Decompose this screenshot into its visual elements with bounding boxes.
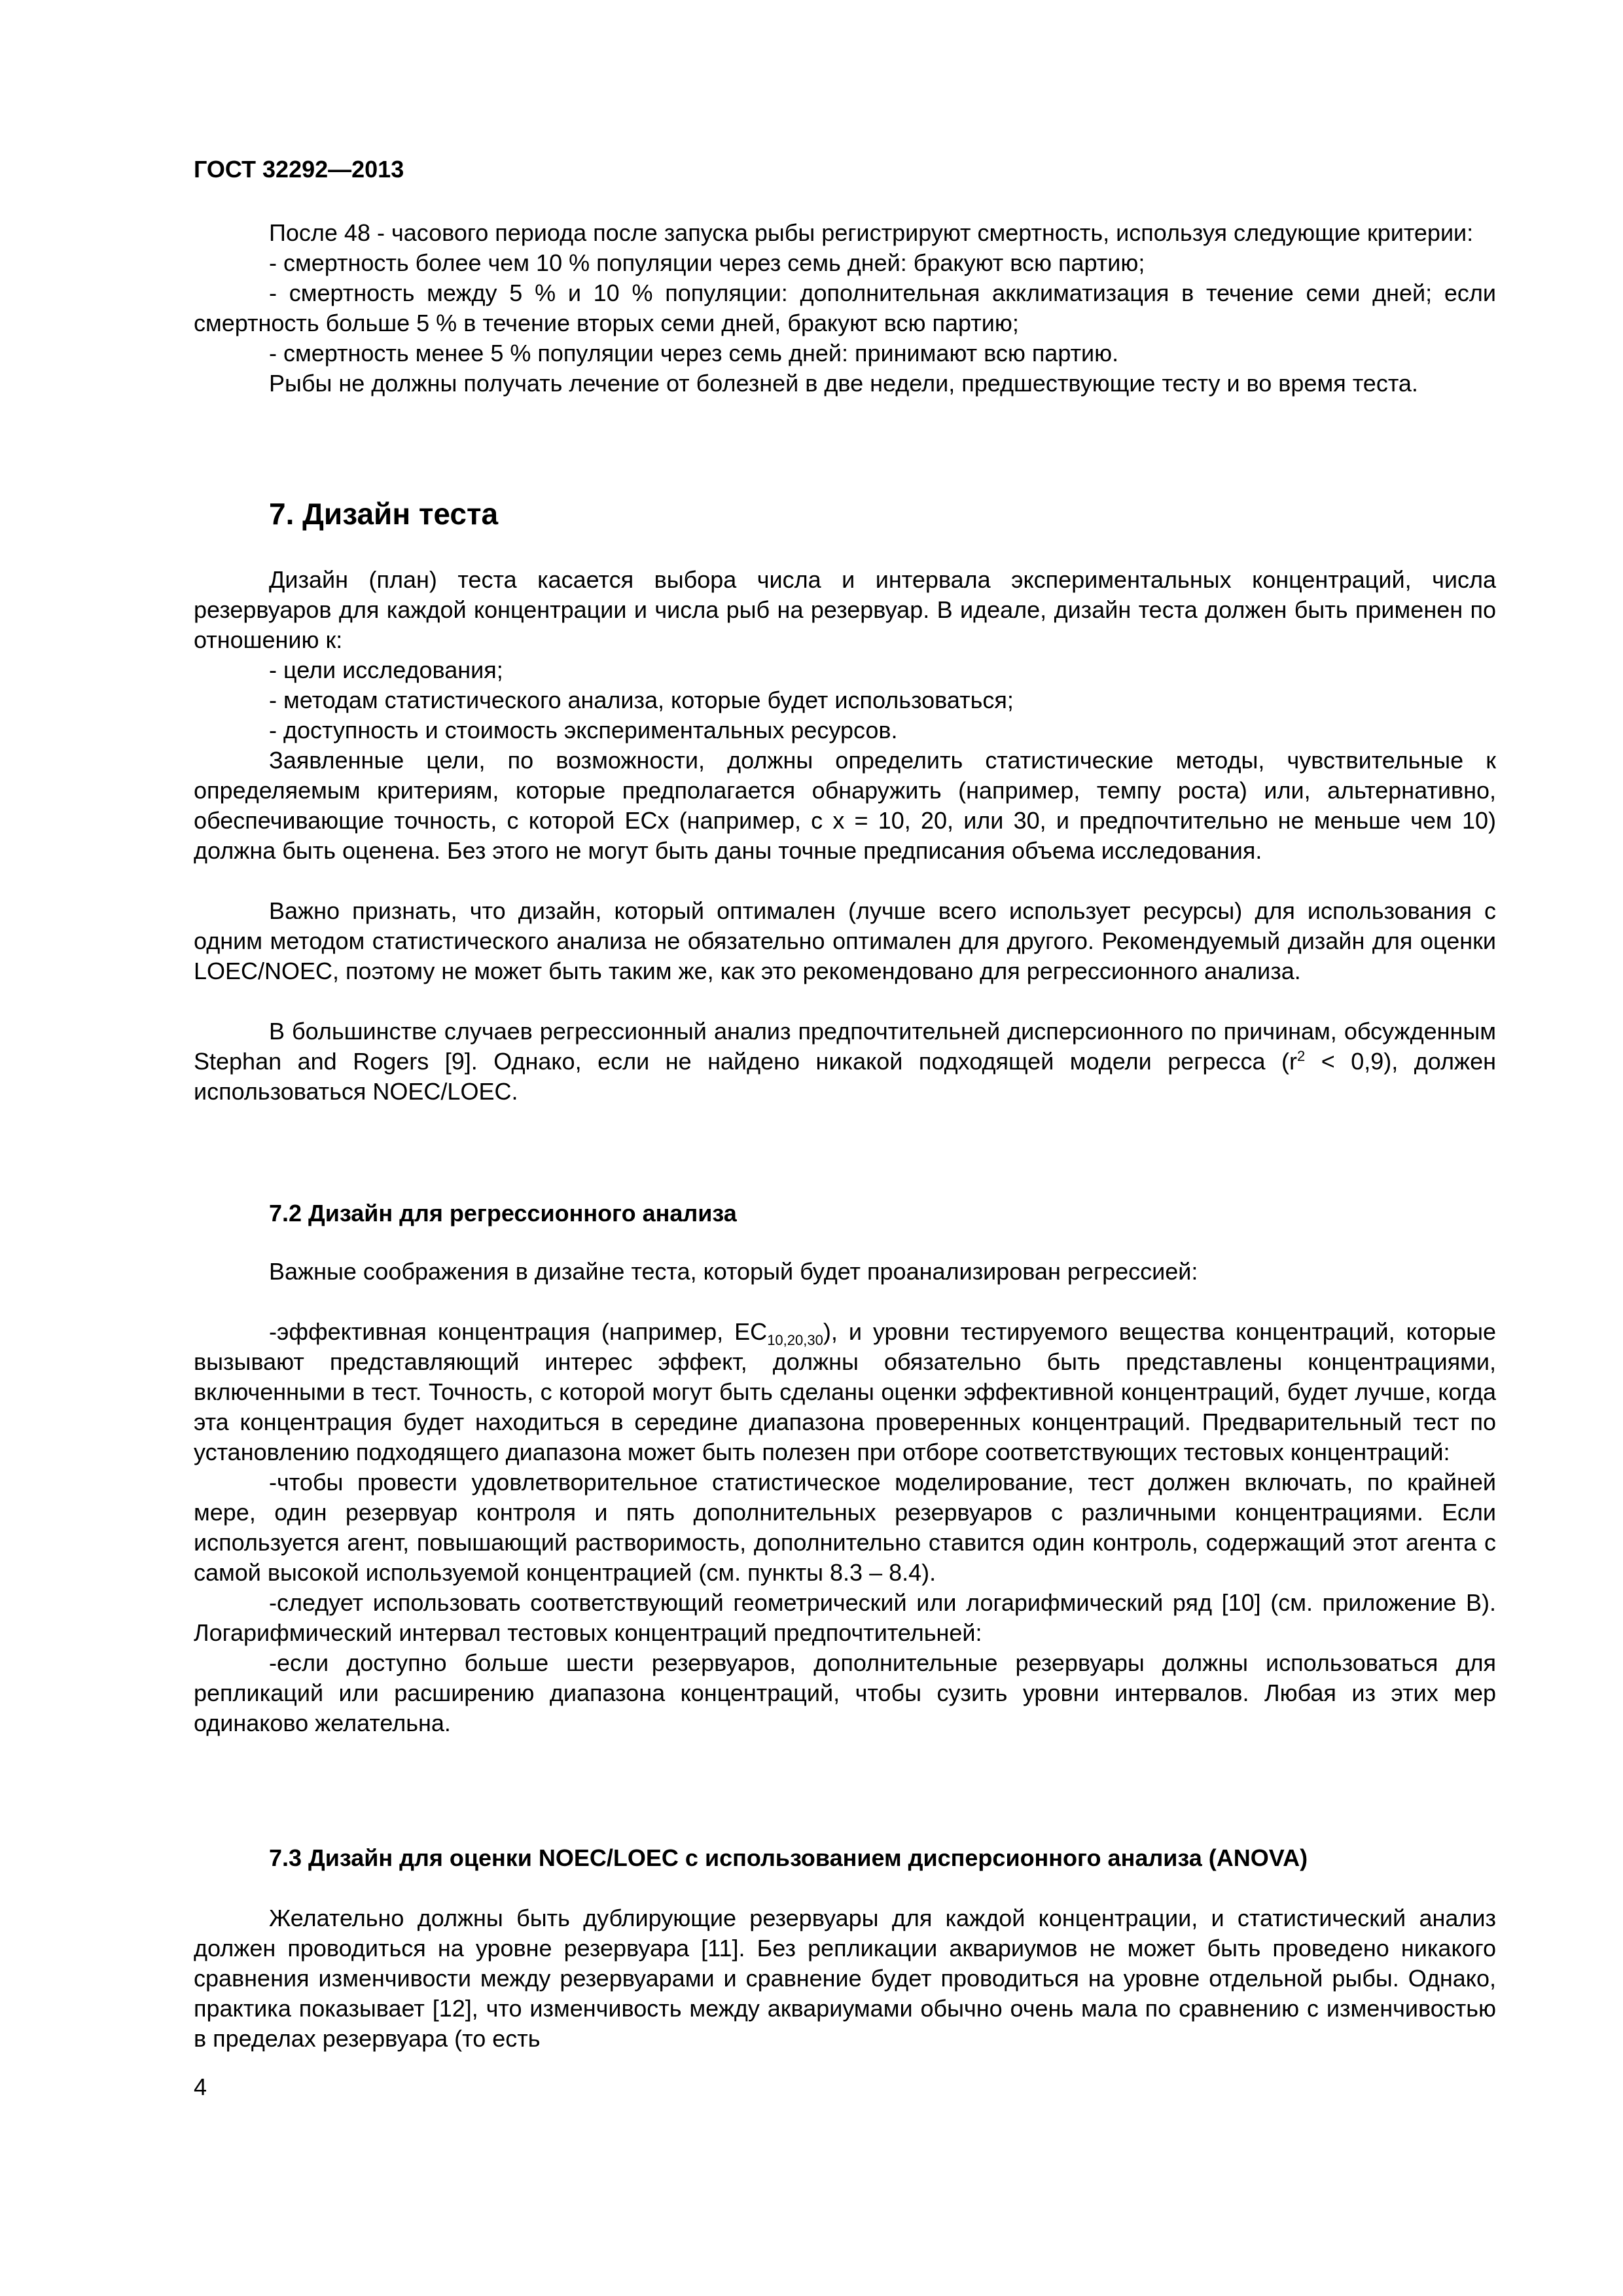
document-code: ГОСТ 32292—2013 [194,156,404,183]
list-item: - смертность между 5 % и 10 % популяции: дополнительная акклиматизация в течение семи дней; если смертность больше 5 % в течение вторых семи дней, бракуют всю партию; [194,279,1496,336]
section-7-3-heading: 7.3 Дизайн для оценки NOEC/LOEC с использованием дисперсионного анализа (ANOVA) [269,1844,1308,1871]
page-number: 4 [194,2073,207,2100]
list-item: - смертность более чем 10 % популяции через семь дней: бракуют всю партию; [269,249,1145,276]
list-item: - цели исследования; [269,656,503,683]
section-7-2-body [194,1257,1496,1738]
intro-block [194,218,1496,399]
paragraph: Желательно должны быть дублирующие резервуары для каждой концентрации, и статистический анализ должен проводиться на уровне резервуара [11]. Без репликации аквариумов не может быть проведено никакого сравнения изменчивости между резервуарами и сравнение будет проводиться на уровне отдельной рыбы. Однако, практика показывает [12], что изменчивость между аквариумами обычно очень мала по сравнению с изменчивостью в пределах резервуара (то есть [194,1905,1496,2052]
paragraph: Важные соображения в дизайне теста, который будет проанализирован регрессией: [269,1258,1198,1285]
list-item: - смертность менее 5 % популяции через семь дней: принимают всю партию. [269,340,1119,367]
section-7-2-heading: 7.2 Дизайн для регрессионного анализа [269,1200,737,1227]
list-item: - методам статистического анализа, которые будет использоваться; [269,687,1014,713]
section-7-body [194,565,1496,1107]
list-item: -если доступно больше шести резервуаров, дополнительные резервуары должны использоваться для репликаций или расширению диапазона концентраций, чтобы сузить уровни интервалов. Любая из этих мер одинаково желательна. [194,1649,1496,1736]
section-7-heading: 7. Дизайн теста [269,497,499,531]
list-item: -эффективная концентрация (например, $EC_{10,20,30}$), и уровни тестируемого вещества концентраций, которые вызывают представляющий интерес эффект, должны обязательно быть представлены концентрациями, включенными в тест. Точность, с которой могут быть сделаны оценки эффективной концентраций, будет лучше, когда эта концентрация будет находиться в середине диапазона проверенных концентраций. Предварительный тест по установлению подходящего диапазона может быть полезен при отборе соответствующих тестовых концентраций: [194,1318,1496,1465]
list-item: -следует использовать соответствующий геометрический или логарифмический ряд [10] (см. приложение В). Логарифмический интервал тестовых концентраций предпочтительней: [194,1589,1496,1646]
paragraph: В большинстве случаев регрессионный анализ предпочтительней дисперсионного по причинам, обсужденным Stephan and Rogers [9]. Однако, если не найдено никакой подходящей модели регресса $(r^2 < 0,9)$, должен использоваться NOEC/LOEC. [194,1018,1496,1105]
list-item: -чтобы провести удовлетворительное статистическое моделирование, тест должен включать, по крайней мере, один резервуар контроля и пять дополнительных резервуаров с различными концентрациями. Если используется агент, повышающий растворимость, дополнительно ставится один контроль, содержащий этот агента с самой высокой используемой концентрацией (см. пункты 8.3 – 8.4). [194,1469,1496,1586]
paragraph: После 48 - часового периода после запуска рыбы регистрируют смертность, используя следующие критерии: [269,219,1474,246]
paragraph: Важно признать, что дизайн, который оптимален (лучше всего использует ресурсы) для использования с одним методом статистического анализа не обязательно оптимален для другого. Рекомендуемый дизайн для оценки LOEC/NOEC, поэтому не может быть таким же, как это рекомендовано для регрессионного анализа. [194,897,1496,984]
list-item: - доступность и стоимость экспериментальных ресурсов. [269,717,898,744]
paragraph: Рыбы не должны получать лечение от болезней в две недели, предшествующие тесту и во время теста. [269,370,1418,397]
section-7-3-body [194,1903,1496,2054]
paragraph: Дизайн (план) теста касается выбора числа и интервала экспериментальных концентраций, числа резервуаров для каждой концентрации и числа рыб на резервуар. В идеале, дизайн теста должен быть применен по отношению к: [194,566,1496,653]
paragraph: Заявленные цели, по возможности, должны определить статистические методы, чувствительные к определяемым критериям, которые предполагается обнаружить (например, темпу роста) или, альтернативно, обеспечивающие точность, с которой ECx (например, с x = 10, 20, или 30, и предпочтительно не меньше чем 10) должна быть оценена. Без этого не могут быть даны точные предписания объема исследования. [194,747,1496,864]
